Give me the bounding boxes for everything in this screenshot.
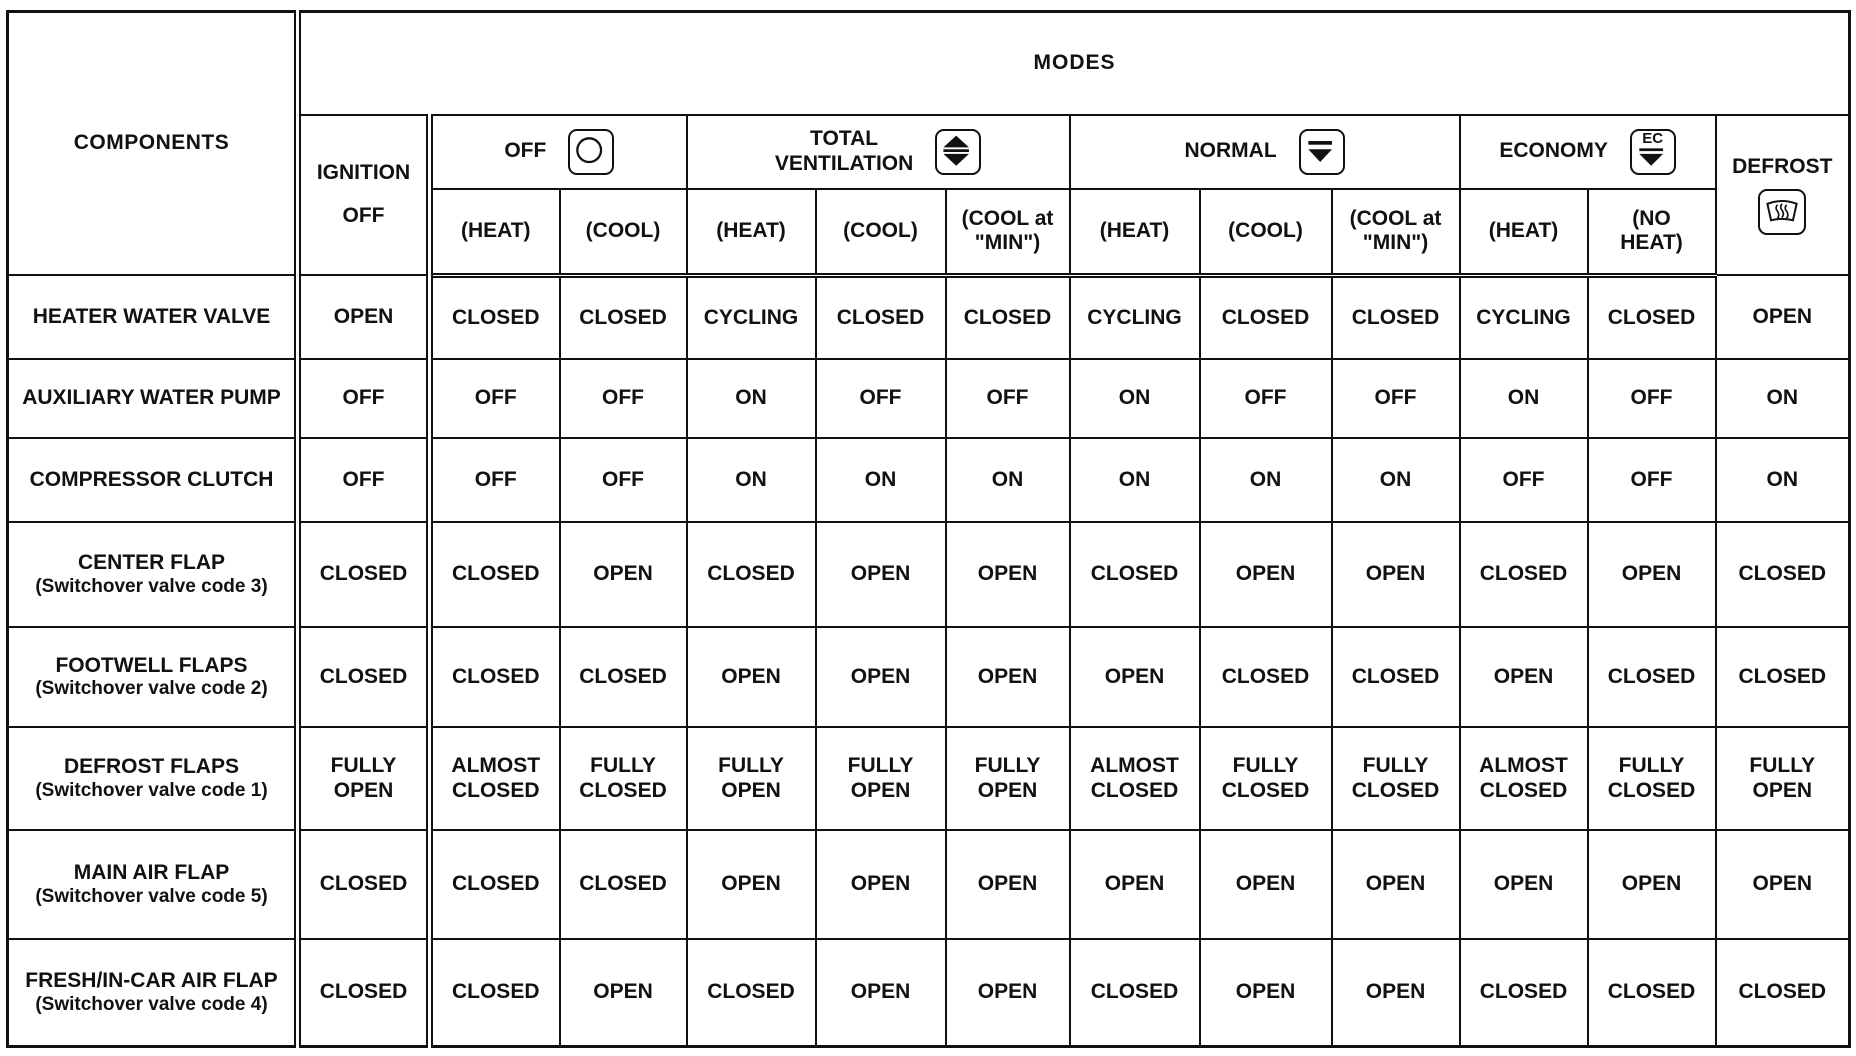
state-value: OFF [986, 386, 1029, 410]
state-value: OFF [602, 467, 644, 491]
component-name: FOOTWELL FLAPS [55, 653, 248, 677]
mode-normal-header [1070, 115, 1460, 190]
state-cell [1332, 438, 1460, 522]
state-cell [1070, 275, 1200, 359]
state-value: OFF [1630, 386, 1673, 410]
state-cell [1200, 359, 1332, 438]
state-cell [1332, 627, 1460, 727]
state-value: CLOSED [319, 664, 408, 688]
state-cell [1070, 727, 1200, 830]
modes-header: MODES [298, 12, 1850, 115]
economy-icon [1630, 129, 1676, 175]
state-value: CLOSED [1090, 562, 1179, 586]
state-value: OPEN [1621, 872, 1682, 896]
state-cell [687, 939, 816, 1046]
state-cell [1332, 522, 1460, 627]
state-value: ALMOST [1090, 753, 1179, 777]
state-cell [298, 359, 430, 438]
defrost-label: DEFROST [1732, 154, 1833, 178]
component-name: COMPRESSOR CLUTCH [29, 467, 274, 491]
subheader-line: (COOL) [585, 219, 661, 243]
state-cell [560, 359, 687, 438]
state-cell [1460, 522, 1588, 627]
state-cell [298, 830, 430, 939]
state-value: ON [1379, 467, 1412, 491]
subheader-9 [1460, 189, 1588, 275]
state-value: CLOSED [1090, 980, 1179, 1004]
state-value: OPEN [1104, 872, 1165, 896]
state-value: CLOSED [1607, 778, 1696, 802]
state-value: OFF [1630, 467, 1673, 491]
state-value: ON [1766, 386, 1798, 410]
state-value: OPEN [593, 980, 653, 1004]
state-value: OPEN [977, 872, 1038, 896]
state-cell [1200, 522, 1332, 627]
state-cell [1332, 275, 1460, 359]
state-value: CLOSED [1221, 305, 1310, 329]
switchover-valve-code: (Switchover valve code 2) [35, 678, 268, 700]
state-cell [430, 627, 560, 727]
state-value: OPEN [850, 778, 911, 802]
state-cell [1716, 830, 1850, 939]
mode-economy-header [1460, 115, 1716, 190]
circle-icon [568, 129, 614, 175]
state-value: ALMOST [1479, 753, 1568, 777]
ignition-off-header [298, 115, 430, 276]
state-cell [816, 727, 946, 830]
state-cell [430, 830, 560, 939]
subheader-3 [687, 189, 816, 275]
state-value: OFF [342, 467, 385, 491]
state-cell [1070, 939, 1200, 1046]
state-cell [946, 727, 1070, 830]
state-value: OFF [474, 386, 517, 410]
state-cell [1588, 438, 1716, 522]
ignition-off-label: OFF [342, 203, 385, 227]
table-row [8, 727, 1850, 830]
state-value: OPEN [721, 872, 781, 896]
subheader-2 [560, 189, 687, 275]
state-value: CLOSED [707, 562, 795, 586]
subheader-line: "MIN") [974, 231, 1041, 255]
state-cell [1070, 359, 1200, 438]
state-cell [1460, 438, 1588, 522]
subheader-8 [1332, 189, 1460, 275]
state-value: ON [864, 467, 897, 491]
state-value: CYCLING [1087, 305, 1182, 329]
state-cell [816, 627, 946, 727]
state-value: OPEN [1104, 664, 1165, 688]
state-cell [1070, 438, 1200, 522]
state-cell [687, 727, 816, 830]
state-cell [946, 359, 1070, 438]
switchover-valve-code: (Switchover valve code 5) [35, 885, 268, 907]
table-row [8, 275, 1850, 359]
state-value: CLOSED [1607, 664, 1696, 688]
state-cell [298, 275, 430, 359]
state-cell [298, 438, 430, 522]
subheader-line: (NO [1632, 206, 1671, 230]
defrost-windshield-icon [1758, 189, 1806, 235]
state-cell [1460, 275, 1588, 359]
state-value: OPEN [1365, 872, 1426, 896]
component-name-cell [8, 727, 298, 830]
subheader-line: (COOL) [1228, 219, 1303, 243]
defrost-header [1716, 115, 1850, 276]
state-value: CLOSED [1479, 778, 1568, 802]
state-cell [687, 438, 816, 522]
subheader-line: (COOL at [1349, 206, 1442, 230]
state-cell [816, 522, 946, 627]
state-cell [816, 438, 946, 522]
state-value: CLOSED [1738, 664, 1827, 688]
state-cell [946, 627, 1070, 727]
state-cell [430, 438, 560, 522]
state-value: OPEN [721, 778, 781, 802]
state-value: ON [735, 386, 767, 410]
state-value: OPEN [1235, 872, 1296, 896]
component-name-cell [8, 830, 298, 939]
state-value: ON [1118, 467, 1151, 491]
subheader-10 [1588, 189, 1716, 275]
state-cell [1460, 627, 1588, 727]
subheader-line: (COOL) [843, 219, 918, 243]
state-value: OPEN [1493, 664, 1554, 688]
state-cell [946, 275, 1070, 359]
state-cell [560, 939, 687, 1046]
component-name-cell [8, 359, 298, 438]
state-cell [298, 522, 430, 627]
state-cell [946, 438, 1070, 522]
state-value: CLOSED [579, 872, 667, 896]
state-cell [1200, 939, 1332, 1046]
subheader-1 [430, 189, 560, 275]
state-value: CLOSED [319, 980, 408, 1004]
state-cell [560, 438, 687, 522]
state-value: CYCLING [703, 305, 799, 329]
state-cell [687, 359, 816, 438]
state-value: CLOSED [451, 305, 540, 329]
subheader-line: (COOL at [961, 206, 1054, 230]
state-value: OPEN [1365, 562, 1426, 586]
component-name-cell [8, 627, 298, 727]
state-cell [1588, 522, 1716, 627]
state-value: OPEN [333, 778, 394, 802]
state-value: OPEN [1752, 304, 1813, 328]
state-value: OPEN [1235, 980, 1296, 1004]
state-cell [1200, 830, 1332, 939]
component-name: AUXILIARY WATER PUMP [22, 386, 281, 410]
state-value: FULLY [1232, 753, 1299, 777]
state-cell [687, 275, 816, 359]
modes-table [6, 10, 1851, 1048]
mode-total-ventilation-header [687, 115, 1070, 190]
mode-economy-label: ECONOMY [1499, 139, 1608, 163]
state-cell [816, 359, 946, 438]
state-value: CLOSED [1221, 664, 1310, 688]
subheader-4 [816, 189, 946, 275]
state-value: CLOSED [451, 562, 540, 586]
state-value: CLOSED [319, 562, 408, 586]
component-name: MAIN AIR FLAP [73, 860, 230, 884]
state-value: FULLY [974, 753, 1041, 777]
state-cell [816, 830, 946, 939]
state-cell [1460, 939, 1588, 1046]
state-value: CLOSED [1738, 562, 1827, 586]
state-cell [298, 939, 430, 1046]
state-value: OPEN [850, 664, 911, 688]
subheader-line: (HEAT) [1488, 219, 1559, 243]
state-cell [430, 359, 560, 438]
state-cell [1588, 275, 1716, 359]
state-cell [560, 522, 687, 627]
state-cell [430, 522, 560, 627]
state-cell [687, 522, 816, 627]
state-value: CLOSED [451, 778, 540, 802]
state-value: OFF [1244, 386, 1287, 410]
state-cell [1070, 522, 1200, 627]
state-cell [946, 830, 1070, 939]
state-value: ON [1249, 467, 1282, 491]
state-cell [1588, 727, 1716, 830]
state-value: OPEN [1493, 872, 1554, 896]
state-value: OFF [602, 386, 644, 410]
state-value: FULLY [847, 753, 914, 777]
state-value: OPEN [1752, 778, 1813, 802]
table-row [8, 627, 1850, 727]
state-value: FULLY [1618, 753, 1685, 777]
state-value: ALMOST [451, 753, 541, 777]
state-value: OPEN [850, 872, 911, 896]
state-value: CLOSED [1607, 305, 1696, 329]
up-down-arrow-icon [935, 129, 981, 175]
state-cell [1716, 275, 1850, 359]
state-value: ON [1766, 467, 1798, 491]
state-cell [1070, 830, 1200, 939]
state-value: CLOSED [836, 305, 925, 329]
state-cell [1716, 359, 1850, 438]
state-value: OPEN [977, 778, 1038, 802]
state-value: OPEN [850, 562, 911, 586]
state-value: CLOSED [451, 980, 540, 1004]
state-value: OPEN [977, 980, 1038, 1004]
state-value: OPEN [1621, 562, 1682, 586]
state-cell [1460, 359, 1588, 438]
state-value: ON [1118, 386, 1151, 410]
state-value: FULLY [330, 753, 397, 777]
state-value: CLOSED [579, 778, 667, 802]
component-name-cell [8, 522, 298, 627]
state-cell [1588, 359, 1716, 438]
state-cell [1332, 359, 1460, 438]
state-cell [687, 830, 816, 939]
switchover-valve-code: (Switchover valve code 3) [35, 575, 268, 597]
subheader-line: (HEAT) [716, 219, 786, 243]
state-cell [1070, 627, 1200, 727]
state-value: OFF [342, 386, 385, 410]
state-cell [1588, 939, 1716, 1046]
state-value: CLOSED [707, 980, 795, 1004]
state-cell [1716, 522, 1850, 627]
state-value: CLOSED [1479, 980, 1568, 1004]
state-cell [1460, 830, 1588, 939]
state-cell [1716, 727, 1850, 830]
mode-off-header [430, 115, 687, 190]
state-value: OPEN [1752, 872, 1813, 896]
state-value: CLOSED [451, 664, 540, 688]
state-cell [1200, 275, 1332, 359]
component-name-cell [8, 939, 298, 1046]
state-value: OPEN [850, 980, 911, 1004]
state-cell [430, 939, 560, 1046]
state-cell [430, 275, 560, 359]
state-value: FULLY [1749, 753, 1816, 777]
state-value: CLOSED [1221, 778, 1310, 802]
state-value: OFF [1374, 386, 1417, 410]
state-cell [946, 939, 1070, 1046]
mode-component-table-page [6, 10, 1848, 1048]
state-value: CLOSED [1351, 664, 1440, 688]
subheader-6 [1070, 189, 1200, 275]
state-value: OFF [474, 467, 517, 491]
state-cell [1332, 830, 1460, 939]
subheader-line: "MIN") [1362, 231, 1429, 255]
down-arrow-icon [1299, 129, 1345, 175]
state-value: ON [1507, 386, 1540, 410]
state-value: CLOSED [1479, 562, 1568, 586]
state-cell [687, 627, 816, 727]
state-cell [1200, 438, 1332, 522]
state-cell [1716, 939, 1850, 1046]
mode-normal-label: NORMAL [1184, 139, 1277, 163]
economy-icon-text: EC [1642, 129, 1664, 147]
subheader-line: (HEAT) [1099, 219, 1170, 243]
switchover-valve-code: (Switchover valve code 4) [35, 993, 268, 1015]
state-cell [1332, 939, 1460, 1046]
state-value: CLOSED [1738, 980, 1827, 1004]
component-name: FRESH/IN-CAR AIR FLAP [25, 969, 278, 993]
state-cell [946, 522, 1070, 627]
component-name-cell [8, 438, 298, 522]
state-cell [298, 727, 430, 830]
state-value: CLOSED [579, 305, 667, 329]
state-value: OFF [859, 386, 902, 410]
state-cell [560, 627, 687, 727]
state-value: CLOSED [1351, 778, 1440, 802]
state-value: OFF [1502, 467, 1545, 491]
state-cell [1588, 627, 1716, 727]
state-value: CLOSED [451, 872, 540, 896]
subheader-line: HEAT) [1620, 231, 1683, 255]
state-cell [816, 275, 946, 359]
state-value: OPEN [1365, 980, 1426, 1004]
state-cell [1716, 627, 1850, 727]
components-header: COMPONENTS [8, 12, 298, 276]
ignition-label: IGNITION [316, 161, 411, 185]
mode-off-label: OFF [504, 139, 547, 163]
state-cell [816, 939, 946, 1046]
table-row [8, 830, 1850, 939]
state-value: ON [991, 467, 1024, 491]
table-row [8, 438, 1850, 522]
mode-ventilation-label: VENTILATION [774, 151, 914, 175]
subheader-7 [1200, 189, 1332, 275]
component-name: CENTER FLAP [78, 551, 225, 575]
state-value: CYCLING [1476, 305, 1571, 329]
state-value: OPEN [1235, 562, 1296, 586]
state-value: OPEN [977, 664, 1038, 688]
state-cell [1332, 727, 1460, 830]
state-cell [1460, 727, 1588, 830]
subheader-5 [946, 189, 1070, 275]
state-value: FULLY [718, 753, 784, 777]
state-value: CLOSED [1607, 980, 1696, 1004]
state-value: OPEN [333, 304, 394, 328]
state-cell [1716, 438, 1850, 522]
state-cell [1200, 727, 1332, 830]
state-value: CLOSED [319, 872, 408, 896]
state-value: OPEN [593, 562, 653, 586]
state-cell [1200, 627, 1332, 727]
state-value: ON [735, 467, 767, 491]
table-row [8, 522, 1850, 627]
table-row [8, 359, 1850, 438]
state-value: OPEN [721, 664, 781, 688]
component-name: HEATER WATER VALVE [32, 304, 271, 328]
state-value: FULLY [590, 753, 656, 777]
state-value: CLOSED [963, 305, 1052, 329]
mode-total-label: TOTAL [810, 127, 879, 151]
state-value: CLOSED [1351, 305, 1440, 329]
state-value: OPEN [977, 562, 1038, 586]
state-value: CLOSED [1090, 778, 1179, 802]
component-name-cell [8, 275, 298, 359]
state-cell [1588, 830, 1716, 939]
state-value: CLOSED [579, 664, 667, 688]
table-row [8, 939, 1850, 1046]
state-cell [298, 627, 430, 727]
state-cell [430, 727, 560, 830]
component-name: DEFROST FLAPS [63, 754, 239, 778]
state-cell [560, 830, 687, 939]
state-cell [560, 727, 687, 830]
switchover-valve-code: (Switchover valve code 1) [35, 779, 268, 801]
state-value: FULLY [1362, 753, 1429, 777]
state-cell [560, 275, 687, 359]
subheader-line: (HEAT) [460, 219, 531, 243]
